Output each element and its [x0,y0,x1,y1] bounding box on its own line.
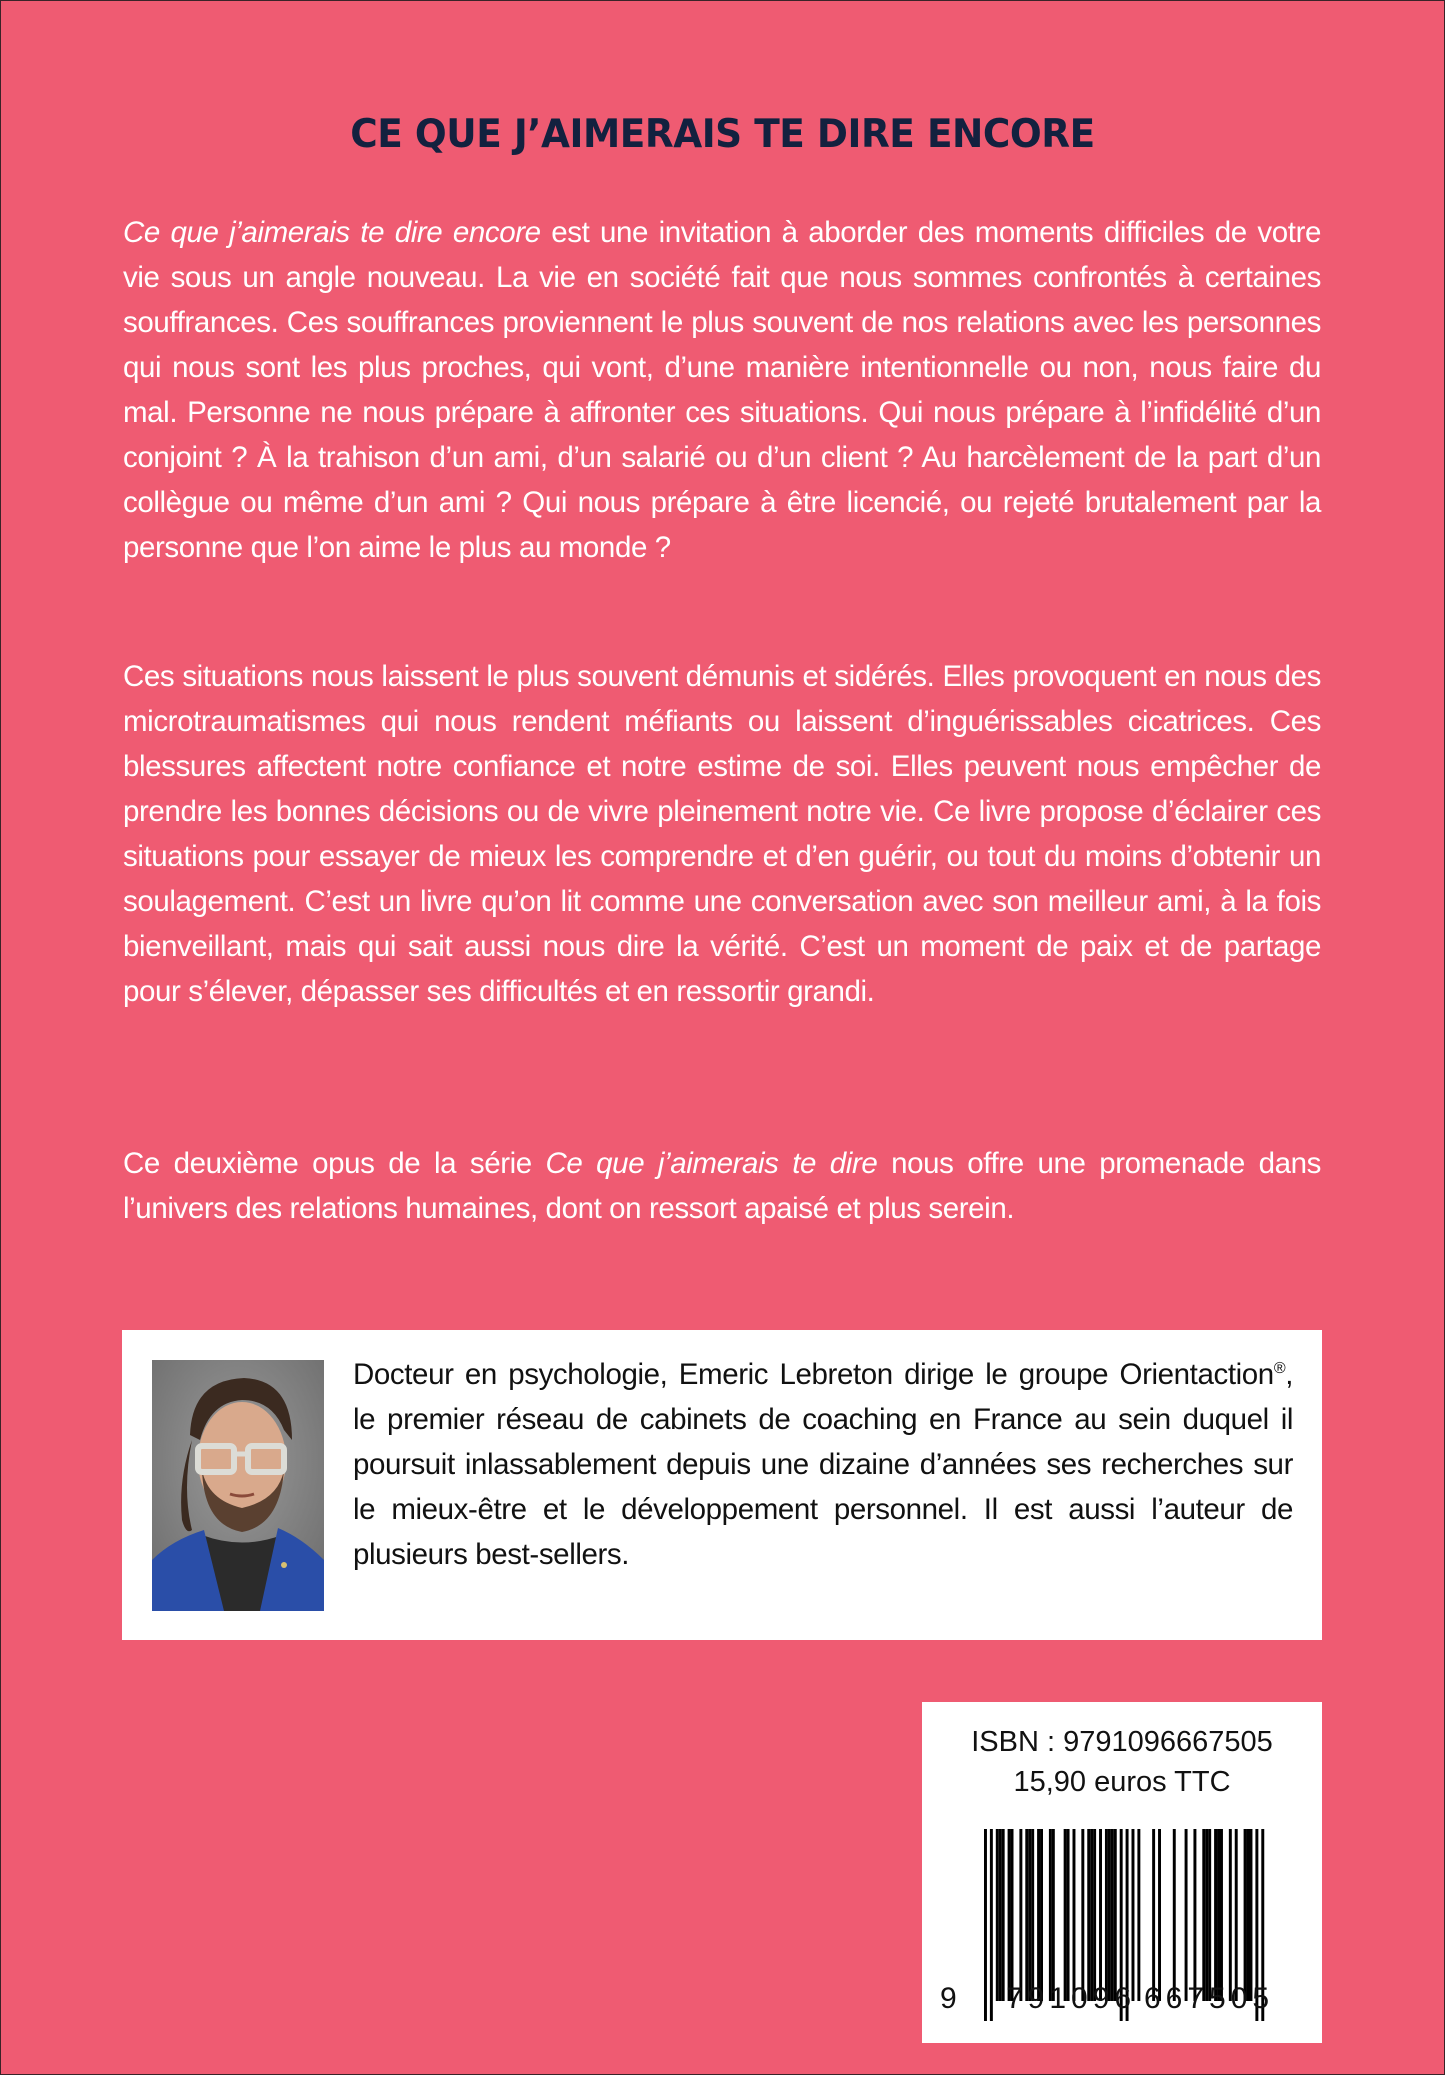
barcode-bar [1002,1829,1005,2001]
blurb-paragraph-1 [123,210,1321,570]
barcode-bar [1052,1829,1055,2001]
paragraph-text: est une invitation à aborder des moments difficiles de votre vie sous un angle nouveau. La vie en société fait que nous sommes confrontés à certaines souffrances. Ces souffrances proviennent le plus souvent de nos relations avec les personnes qui nous sont les plus proches, qui vont, d’une manière intentionnelle ou non, nous faire du mal. Personne ne nous prépare à affronter ces situations. Qui nous prépare à l’infidélité d’un conjoint ? À la trahison d’un ami, d’un salarié ou d’un client ? Au harcèlement de la part d’un collègue ou même d’un ami ? Qui nous prépare à être licencié, ou rejeté brutalement par la personne que l’on aime le plus au monde ? [123,216,1321,564]
barcode-bar [1064,1829,1067,2001]
price: 15,90 euros TTC [1013,1766,1231,1798]
barcode-digit-first: 9 [940,1982,962,2015]
barcode-bar [1205,1829,1208,2001]
barcode-bar [1235,1829,1238,2001]
author-bio-text: Docteur en psychologie, Emeric Lebreton dirige le groupe Orientaction [353,1358,1274,1391]
italic-series-title: Ce que j’aimerais te dire [545,1147,878,1180]
isbn-box [922,1702,1322,2043]
barcode-bar [1158,1829,1161,2001]
barcode-bar [1250,1829,1253,2001]
barcode-bar [1019,1829,1022,2001]
barcode-bar [1185,1829,1188,2001]
barcode-bar [1025,1829,1028,2001]
barcode-bar [1229,1829,1232,2001]
barcode-bar [990,1829,993,2021]
barcode-bar [1040,1829,1043,2001]
barcode-bar [1114,1829,1117,2001]
barcode-bar [1028,1829,1031,2001]
barcode-bar [1011,1829,1014,2001]
blurb-paragraph-2 [123,654,1321,1014]
author-bio [353,1352,1293,1577]
barcode-bar [1049,1829,1052,2001]
barcode-bar [1099,1829,1102,2001]
italic-book-title: Ce que j’aimerais te dire encore [123,216,541,249]
barcode-bar [996,1829,999,2001]
paragraph-text: nous offre une promenade dans l’univers des relations humaines, dont on ressort apaisé et plus serein. [123,1147,1321,1225]
registered-trademark-mark: ® [1273,1360,1286,1378]
book-title: CE QUE J’AIMERAIS TE DIRE ENCORE [350,112,1095,157]
barcode-bar [1037,1829,1040,2001]
barcode-digits-right: 667505 [1144,1982,1275,2015]
barcode-bar [1081,1829,1084,2001]
barcode-bar [1247,1829,1250,2001]
isbn-number: ISBN : 9791096667505 [971,1726,1273,1758]
barcode-bar [1073,1829,1076,2001]
barcode-bar [1217,1829,1220,2001]
barcode-bar [1067,1829,1070,2001]
barcode-bar [1220,1829,1223,2001]
barcode-bar [1105,1829,1108,2001]
author-portrait-icon [152,1360,324,1611]
barcode-bar [1208,1829,1211,2001]
barcode-bar [1087,1829,1090,2001]
barcode-bar [1193,1829,1196,2001]
barcode-bar [1152,1829,1155,2001]
barcode-bar [1008,1829,1011,2001]
barcode-bar [1108,1829,1111,2001]
paragraph-text: Ce deuxième opus de la série [123,1147,546,1180]
barcode-bar [1202,1829,1205,2001]
paragraph-text: Ces situations nous laissent le plus souvent démunis et sidérés. Elles provoquent en nous des microtraumatismes qui nous rendent méfiants ou laissent d’inguérissables cicatrices. Ces blessures affectent notre confiance et notre estime de soi. Elles peuvent nous empêcher de prendre les bonnes décisions ou de vivre pleinement notre vie. Ce livre propose d’éclairer ces situations pour essayer de mieux les comprendre et d’en guérir, ou tout du moins d’obtenir un soulagement. C’est un livre qu’on lit comme une conversation avec son meilleur ami, à la fois bienveillant, mais qui sait aussi nous dire la vérité. C’est un moment de paix et de partage pour s’élever, dépasser ses difficultés et en ressortir grandi. [123,660,1321,1008]
barcode-bar [1173,1829,1176,2001]
barcode-bar [1244,1829,1247,2001]
barcode-bar [1214,1829,1217,2001]
blurb-paragraph-3 [123,1141,1321,1231]
barcode-bar [1137,1829,1140,2001]
barcode-digits-left: 791096 [1006,1982,1137,2015]
author-photo [152,1360,324,1611]
author-box [122,1330,1322,1640]
barcode-bar [999,1829,1002,2001]
barcode-bar [1031,1829,1034,2001]
barcode-bar [1090,1829,1093,2001]
barcode-bar [1111,1829,1114,2001]
barcode-bar [1132,1829,1135,2001]
barcode-bar [984,1829,987,2021]
author-bio-text: , le premier réseau de cabinets de coaching en France au sein duquel il poursuit inlassablement depuis une dizaine d’années ses recherches sur le mieux-être et le développement personnel. Il est aussi l’auteur de plusieurs best-sellers. [353,1358,1293,1571]
barcode-bar [1093,1829,1096,2001]
